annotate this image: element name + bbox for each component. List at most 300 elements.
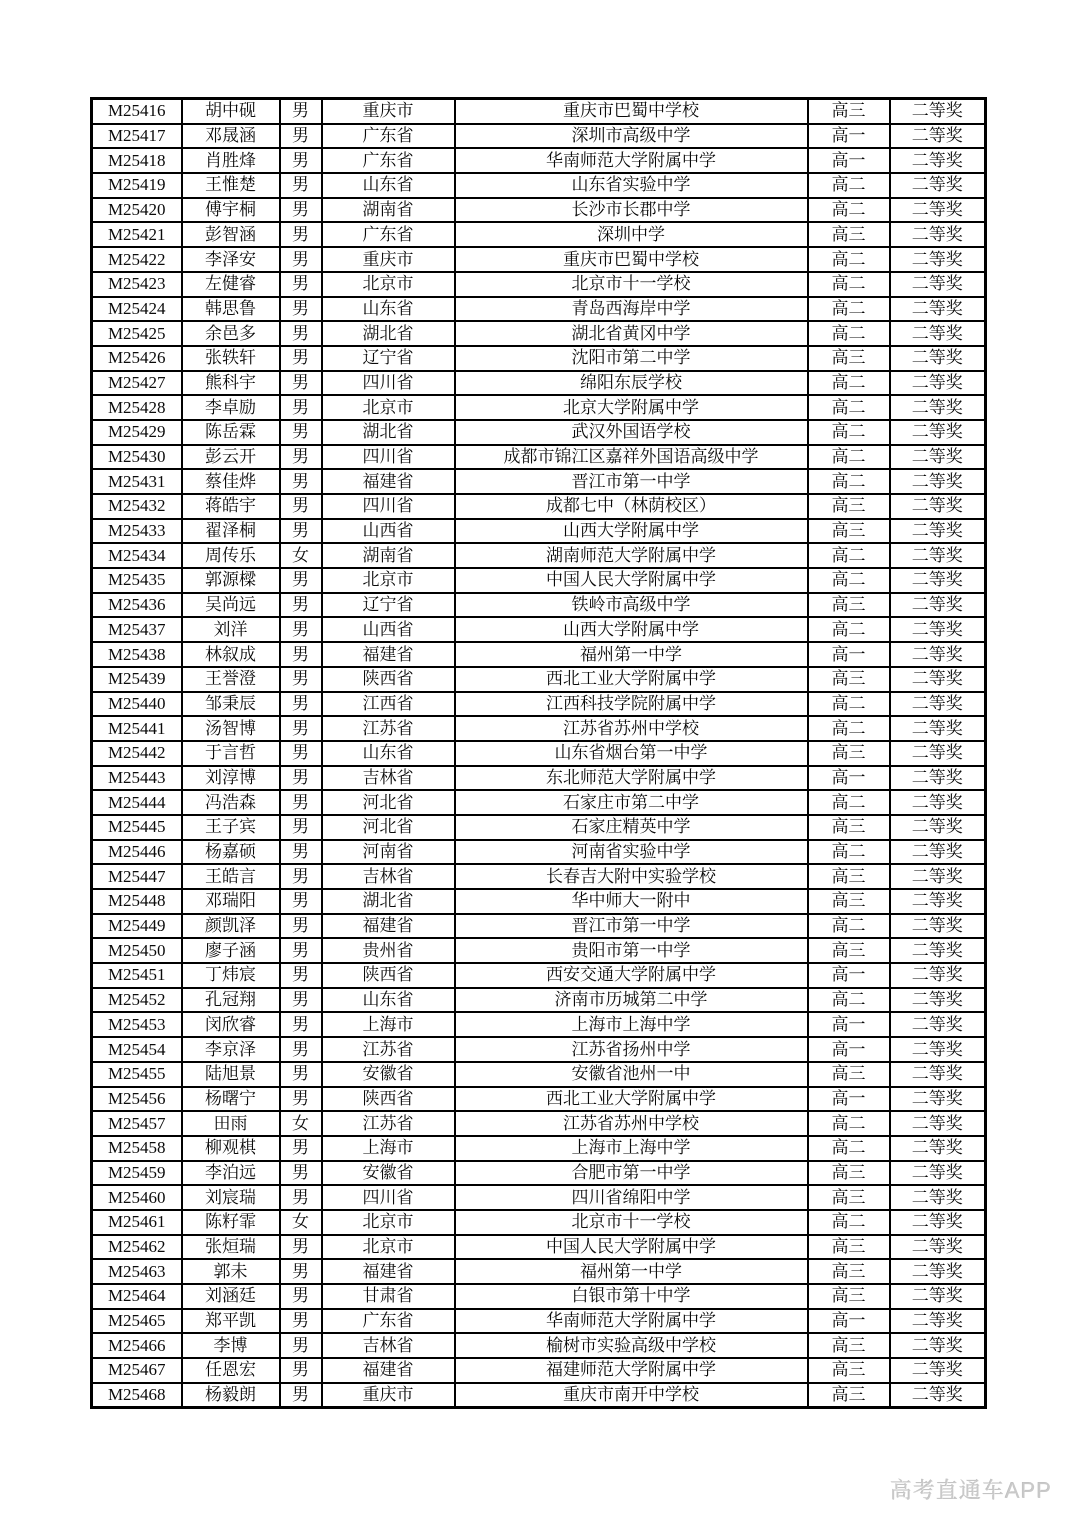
table-row (92, 741, 986, 766)
cell-gender: 男 (280, 148, 322, 173)
cell-school: 石家庄精英中学 (455, 815, 808, 840)
cell-province: 北京市 (322, 1235, 455, 1260)
cell-province: 吉林省 (322, 766, 455, 791)
table-row (92, 1136, 986, 1161)
cell-gender: 男 (280, 667, 322, 692)
cell-award: 二等奖 (890, 395, 986, 420)
cell-province: 重庆市 (322, 247, 455, 272)
cell-school: 济南市历城第二中学 (455, 988, 808, 1013)
table-row (92, 889, 986, 914)
cell-province: 山东省 (322, 741, 455, 766)
cell-province: 河南省 (322, 840, 455, 865)
cell-school: 福建师范大学附属中学 (455, 1358, 808, 1383)
cell-school: 江苏省苏州中学校 (455, 1111, 808, 1136)
cell-name: 杨嘉硕 (182, 840, 280, 865)
cell-gender: 男 (280, 790, 322, 815)
cell-id: M25466 (92, 1333, 182, 1358)
cell-school: 上海市上海中学 (455, 1136, 808, 1161)
cell-name: 陈岳霖 (182, 420, 280, 445)
cell-grade: 高三 (808, 741, 890, 766)
cell-award: 二等奖 (890, 593, 986, 618)
cell-province: 广东省 (322, 1309, 455, 1334)
cell-province: 山东省 (322, 297, 455, 322)
cell-province: 福建省 (322, 914, 455, 939)
cell-province: 福建省 (322, 469, 455, 494)
cell-province: 重庆市 (322, 99, 455, 124)
table-row (92, 297, 986, 322)
cell-school: 中国人民大学附属中学 (455, 1235, 808, 1260)
cell-gender: 男 (280, 198, 322, 223)
cell-award: 二等奖 (890, 642, 986, 667)
cell-province: 陕西省 (322, 667, 455, 692)
table-row (92, 272, 986, 297)
cell-award: 二等奖 (890, 1087, 986, 1112)
cell-school: 白银市第十中学 (455, 1284, 808, 1309)
cell-award: 二等奖 (890, 1062, 986, 1087)
cell-gender: 女 (280, 1210, 322, 1235)
cell-award: 二等奖 (890, 1383, 986, 1408)
cell-name: 冯浩森 (182, 790, 280, 815)
cell-grade: 高三 (808, 1284, 890, 1309)
cell-gender: 男 (280, 1062, 322, 1087)
cell-province: 辽宁省 (322, 346, 455, 371)
table-row (92, 321, 986, 346)
table-row (92, 766, 986, 791)
cell-province: 北京市 (322, 568, 455, 593)
cell-gender: 男 (280, 914, 322, 939)
table-row (92, 222, 986, 247)
cell-award: 二等奖 (890, 222, 986, 247)
cell-name: 翟泽桐 (182, 519, 280, 544)
cell-name: 陈籽霏 (182, 1210, 280, 1235)
cell-id: M25423 (92, 272, 182, 297)
cell-grade: 高一 (808, 148, 890, 173)
watermark-app-label: 高考直通车APP (889, 1478, 1052, 1503)
cell-grade: 高三 (808, 1383, 890, 1408)
table-row (92, 1037, 986, 1062)
cell-grade: 高二 (808, 173, 890, 198)
cell-school: 华中师大一附中 (455, 889, 808, 914)
table-row (92, 247, 986, 272)
cell-grade: 高二 (808, 790, 890, 815)
cell-id: M25426 (92, 346, 182, 371)
table-row (92, 667, 986, 692)
cell-name: 王子宾 (182, 815, 280, 840)
cell-school: 山西大学附属中学 (455, 617, 808, 642)
table-row (92, 173, 986, 198)
cell-id: M25451 (92, 963, 182, 988)
table-row (92, 790, 986, 815)
table-row (92, 1210, 986, 1235)
table-row (92, 124, 986, 149)
cell-school: 江苏省扬州中学 (455, 1037, 808, 1062)
cell-gender: 男 (280, 889, 322, 914)
cell-school: 深圳市高级中学 (455, 124, 808, 149)
cell-grade: 高二 (808, 371, 890, 396)
cell-id: M25462 (92, 1235, 182, 1260)
cell-id: M25427 (92, 371, 182, 396)
cell-name: 王皓言 (182, 864, 280, 889)
cell-grade: 高二 (808, 1136, 890, 1161)
cell-school: 长沙市长郡中学 (455, 198, 808, 223)
cell-province: 湖北省 (322, 420, 455, 445)
cell-school: 绵阳东辰学校 (455, 371, 808, 396)
cell-gender: 男 (280, 420, 322, 445)
cell-id: M25449 (92, 914, 182, 939)
table-row (92, 1087, 986, 1112)
table-row (92, 1259, 986, 1284)
cell-award: 二等奖 (890, 963, 986, 988)
cell-name: 王誉澄 (182, 667, 280, 692)
cell-province: 北京市 (322, 395, 455, 420)
cell-name: 李泊远 (182, 1161, 280, 1186)
cell-name: 颜凯泽 (182, 914, 280, 939)
cell-gender: 男 (280, 173, 322, 198)
cell-award: 二等奖 (890, 1210, 986, 1235)
cell-id: M25440 (92, 692, 182, 717)
cell-gender: 男 (280, 716, 322, 741)
cell-province: 湖南省 (322, 543, 455, 568)
cell-grade: 高三 (808, 938, 890, 963)
cell-award: 二等奖 (890, 247, 986, 272)
cell-award: 二等奖 (890, 469, 986, 494)
cell-province: 河北省 (322, 790, 455, 815)
cell-name: 柳观棋 (182, 1136, 280, 1161)
cell-id: M25421 (92, 222, 182, 247)
cell-gender: 男 (280, 593, 322, 618)
cell-id: M25437 (92, 617, 182, 642)
cell-id: M25458 (92, 1136, 182, 1161)
cell-id: M25420 (92, 198, 182, 223)
cell-id: M25417 (92, 124, 182, 149)
cell-school: 沈阳市第二中学 (455, 346, 808, 371)
cell-grade: 高二 (808, 297, 890, 322)
cell-award: 二等奖 (890, 99, 986, 124)
cell-province: 上海市 (322, 1012, 455, 1037)
award-table (90, 97, 987, 1409)
table-row (92, 445, 986, 470)
cell-grade: 高二 (808, 272, 890, 297)
cell-id: M25464 (92, 1284, 182, 1309)
cell-grade: 高三 (808, 1358, 890, 1383)
cell-award: 二等奖 (890, 1185, 986, 1210)
cell-gender: 男 (280, 1161, 322, 1186)
cell-province: 江苏省 (322, 1037, 455, 1062)
cell-gender: 女 (280, 543, 322, 568)
cell-grade: 高二 (808, 395, 890, 420)
cell-name: 李泽安 (182, 247, 280, 272)
cell-id: M25442 (92, 741, 182, 766)
cell-grade: 高二 (808, 716, 890, 741)
cell-school: 华南师范大学附属中学 (455, 1309, 808, 1334)
cell-grade: 高二 (808, 321, 890, 346)
table-row (92, 543, 986, 568)
cell-province: 江苏省 (322, 1111, 455, 1136)
cell-school: 成都七中（林荫校区） (455, 494, 808, 519)
cell-gender: 男 (280, 988, 322, 1013)
cell-school: 成都市锦江区嘉祥外国语高级中学 (455, 445, 808, 470)
cell-grade: 高三 (808, 1185, 890, 1210)
table-row (92, 716, 986, 741)
cell-school: 青岛西海岸中学 (455, 297, 808, 322)
cell-award: 二等奖 (890, 617, 986, 642)
cell-award: 二等奖 (890, 445, 986, 470)
cell-id: M25448 (92, 889, 182, 914)
cell-name: 邓瑞阳 (182, 889, 280, 914)
cell-grade: 高二 (808, 1210, 890, 1235)
cell-grade: 高二 (808, 543, 890, 568)
cell-province: 安徽省 (322, 1161, 455, 1186)
cell-name: 刘宸瑞 (182, 1185, 280, 1210)
cell-gender: 男 (280, 840, 322, 865)
cell-award: 二等奖 (890, 716, 986, 741)
cell-award: 二等奖 (890, 692, 986, 717)
cell-name: 余邑多 (182, 321, 280, 346)
cell-gender: 男 (280, 642, 322, 667)
cell-name: 傅宇桐 (182, 198, 280, 223)
cell-grade: 高三 (808, 1235, 890, 1260)
cell-school: 石家庄市第二中学 (455, 790, 808, 815)
cell-award: 二等奖 (890, 346, 986, 371)
cell-id: M25459 (92, 1161, 182, 1186)
cell-grade: 高三 (808, 1259, 890, 1284)
cell-school: 重庆市巴蜀中学校 (455, 247, 808, 272)
cell-award: 二等奖 (890, 988, 986, 1013)
cell-grade: 高三 (808, 667, 890, 692)
cell-award: 二等奖 (890, 1309, 986, 1334)
cell-school: 西北工业大学附属中学 (455, 667, 808, 692)
cell-province: 陕西省 (322, 1087, 455, 1112)
cell-award: 二等奖 (890, 1111, 986, 1136)
cell-school: 西北工业大学附属中学 (455, 1087, 808, 1112)
cell-name: 刘涵廷 (182, 1284, 280, 1309)
table-row (92, 469, 986, 494)
cell-award: 二等奖 (890, 840, 986, 865)
cell-grade: 高一 (808, 1087, 890, 1112)
cell-award: 二等奖 (890, 1037, 986, 1062)
cell-school: 四川省绵阳中学 (455, 1185, 808, 1210)
cell-province: 河北省 (322, 815, 455, 840)
cell-id: M25418 (92, 148, 182, 173)
cell-gender: 男 (280, 469, 322, 494)
cell-award: 二等奖 (890, 790, 986, 815)
cell-school: 山西大学附属中学 (455, 519, 808, 544)
cell-id: M25461 (92, 1210, 182, 1235)
cell-grade: 高三 (808, 889, 890, 914)
cell-grade: 高一 (808, 963, 890, 988)
cell-gender: 男 (280, 222, 322, 247)
cell-id: M25439 (92, 667, 182, 692)
table-row (92, 914, 986, 939)
cell-award: 二等奖 (890, 272, 986, 297)
cell-school: 重庆市南开中学校 (455, 1383, 808, 1408)
cell-gender: 男 (280, 692, 322, 717)
cell-grade: 高二 (808, 617, 890, 642)
cell-name: 周传乐 (182, 543, 280, 568)
cell-province: 北京市 (322, 1210, 455, 1235)
cell-name: 吴尚远 (182, 593, 280, 618)
cell-grade: 高一 (808, 1309, 890, 1334)
cell-gender: 男 (280, 568, 322, 593)
table-row (92, 1161, 986, 1186)
cell-name: 任恩宏 (182, 1358, 280, 1383)
table-row (92, 1111, 986, 1136)
cell-id: M25433 (92, 519, 182, 544)
cell-name: 张烜瑞 (182, 1235, 280, 1260)
table-row (92, 1284, 986, 1309)
cell-name: 李卓励 (182, 395, 280, 420)
cell-province: 吉林省 (322, 1333, 455, 1358)
cell-gender: 男 (280, 519, 322, 544)
cell-gender: 男 (280, 346, 322, 371)
cell-school: 晋江市第一中学 (455, 469, 808, 494)
table-row (92, 99, 986, 124)
cell-award: 二等奖 (890, 864, 986, 889)
cell-school: 北京市十一学校 (455, 272, 808, 297)
cell-province: 湖南省 (322, 198, 455, 223)
cell-award: 二等奖 (890, 1284, 986, 1309)
cell-name: 胡中砚 (182, 99, 280, 124)
cell-school: 福州第一中学 (455, 642, 808, 667)
cell-gender: 男 (280, 99, 322, 124)
cell-school: 江苏省苏州中学校 (455, 716, 808, 741)
cell-id: M25450 (92, 938, 182, 963)
cell-school: 华南师范大学附属中学 (455, 148, 808, 173)
cell-gender: 男 (280, 272, 322, 297)
cell-name: 王惟楚 (182, 173, 280, 198)
cell-gender: 男 (280, 938, 322, 963)
table-row (92, 815, 986, 840)
cell-id: M25463 (92, 1259, 182, 1284)
cell-province: 山东省 (322, 988, 455, 1013)
cell-gender: 男 (280, 1383, 322, 1408)
cell-name: 张轶轩 (182, 346, 280, 371)
cell-province: 山西省 (322, 519, 455, 544)
cell-grade: 高三 (808, 1161, 890, 1186)
cell-award: 二等奖 (890, 494, 986, 519)
cell-province: 陕西省 (322, 963, 455, 988)
cell-grade: 高二 (808, 469, 890, 494)
cell-grade: 高二 (808, 198, 890, 223)
cell-province: 福建省 (322, 1259, 455, 1284)
cell-school: 安徽省池州一中 (455, 1062, 808, 1087)
cell-award: 二等奖 (890, 198, 986, 223)
cell-id: M25434 (92, 543, 182, 568)
cell-award: 二等奖 (890, 1333, 986, 1358)
cell-id: M25435 (92, 568, 182, 593)
cell-province: 广东省 (322, 124, 455, 149)
cell-id: M25441 (92, 716, 182, 741)
cell-school: 铁岭市高级中学 (455, 593, 808, 618)
cell-award: 二等奖 (890, 568, 986, 593)
cell-id: M25419 (92, 173, 182, 198)
cell-award: 二等奖 (890, 321, 986, 346)
cell-grade: 高一 (808, 642, 890, 667)
cell-name: 丁炜宸 (182, 963, 280, 988)
cell-grade: 高三 (808, 1333, 890, 1358)
cell-gender: 男 (280, 617, 322, 642)
cell-province: 福建省 (322, 1358, 455, 1383)
cell-name: 刘洋 (182, 617, 280, 642)
cell-award: 二等奖 (890, 766, 986, 791)
cell-school: 山东省实验中学 (455, 173, 808, 198)
cell-province: 山东省 (322, 173, 455, 198)
cell-gender: 男 (280, 815, 322, 840)
cell-grade: 高三 (808, 519, 890, 544)
cell-gender: 男 (280, 741, 322, 766)
cell-gender: 男 (280, 864, 322, 889)
cell-name: 于言哲 (182, 741, 280, 766)
table-row (92, 692, 986, 717)
cell-gender: 男 (280, 1087, 322, 1112)
cell-grade: 高二 (808, 1111, 890, 1136)
cell-award: 二等奖 (890, 815, 986, 840)
cell-grade: 高三 (808, 222, 890, 247)
cell-gender: 男 (280, 766, 322, 791)
cell-grade: 高二 (808, 914, 890, 939)
cell-school: 榆树市实验高级中学校 (455, 1333, 808, 1358)
table-row (92, 617, 986, 642)
cell-school: 河南省实验中学 (455, 840, 808, 865)
cell-province: 甘肃省 (322, 1284, 455, 1309)
cell-name: 郭未 (182, 1259, 280, 1284)
cell-name: 韩思鲁 (182, 297, 280, 322)
cell-id: M25456 (92, 1087, 182, 1112)
cell-gender: 男 (280, 1235, 322, 1260)
cell-name: 李博 (182, 1333, 280, 1358)
cell-grade: 高二 (808, 988, 890, 1013)
cell-award: 二等奖 (890, 148, 986, 173)
cell-province: 安徽省 (322, 1062, 455, 1087)
table-row (92, 420, 986, 445)
cell-grade: 高三 (808, 346, 890, 371)
cell-gender: 男 (280, 1333, 322, 1358)
table-row (92, 519, 986, 544)
cell-id: M25453 (92, 1012, 182, 1037)
table-row (92, 395, 986, 420)
cell-grade: 高三 (808, 1062, 890, 1087)
cell-province: 四川省 (322, 445, 455, 470)
cell-province: 四川省 (322, 1185, 455, 1210)
table-row (92, 864, 986, 889)
cell-province: 湖北省 (322, 889, 455, 914)
cell-id: M25452 (92, 988, 182, 1013)
table-row (92, 1185, 986, 1210)
cell-award: 二等奖 (890, 519, 986, 544)
cell-name: 邹秉辰 (182, 692, 280, 717)
cell-award: 二等奖 (890, 1161, 986, 1186)
cell-id: M25438 (92, 642, 182, 667)
cell-gender: 男 (280, 1259, 322, 1284)
table-row (92, 1358, 986, 1383)
cell-award: 二等奖 (890, 667, 986, 692)
cell-province: 北京市 (322, 272, 455, 297)
cell-school: 重庆市巴蜀中学校 (455, 99, 808, 124)
table-row (92, 198, 986, 223)
cell-id: M25436 (92, 593, 182, 618)
cell-school: 深圳中学 (455, 222, 808, 247)
cell-award: 二等奖 (890, 297, 986, 322)
table-row (92, 1235, 986, 1260)
cell-school: 西安交通大学附属中学 (455, 963, 808, 988)
cell-name: 杨毅朗 (182, 1383, 280, 1408)
cell-name: 郭源樑 (182, 568, 280, 593)
cell-gender: 男 (280, 1185, 322, 1210)
cell-id: M25429 (92, 420, 182, 445)
cell-id: M25430 (92, 445, 182, 470)
cell-award: 二等奖 (890, 889, 986, 914)
cell-id: M25454 (92, 1037, 182, 1062)
